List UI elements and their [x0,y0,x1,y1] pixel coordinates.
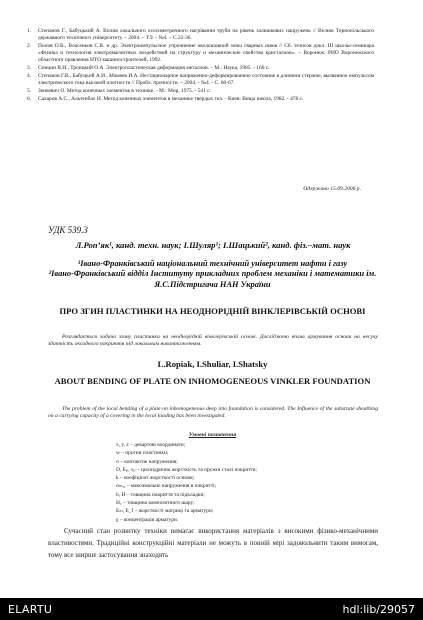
authors-english: L.Ropiak, I.Shuliar, I.Shatsky [157,359,268,369]
repository-label: ELARTU [8,603,53,616]
body-paragraph: Сучасний стан розвитку техніки вимагає використання матеріалів з високими фізико-механічними властивостями. Традиційні конструкційні матеріали не можуть в повній мірі задовольнити таким вимогам, тому все ширше застосування знаходять [48,527,378,559]
affiliation-2: ²Івано-Франківський відділ Інституту прикладних проблем механіки і математики ім. Я.С.Підстригача НАН України [48,269,377,289]
abstract-ukrainian: Розглядається задача згину пластинки на неоднорідній вінклерівській основі. Досліджено вплив армування основи на несучу здатність оксидного покриття під локальним навантаженням. [48,334,378,348]
reference-item: 2. Попов О.В., Власенков С.В. и др. Электроимпульсное упрочнение околошовной зоны сварных швов // Сб. тезисов докл. III школы-семинара «Физика и технология электромагнитных воздействий на структуру и механические свойства кристаллов». – Воронеж: РИО Воронежского областного правления НТО машиностроителей, 1992. [27,43,374,64]
title-english: ABOUT BENDING OF PLATE ON INHOMOGENEOUS VINKLER FOUNDATION [54,376,371,386]
notation-item: Eₘ, E_f – жорсткості матриці та арматури; [116,508,214,515]
notation-item: x, y, z – декартові координати; [116,442,186,448]
reference-item: 6. Сахаров А.С., Альтенбах И. Метод конечных элементов в механике твердых тел. - Киев: Вища школа, 1982. - 478 с. [27,96,304,103]
notation-item: k – коефіцієнт жорсткості основи; [116,475,195,482]
received-date: Одержано 15.09.2006 р. [303,186,361,192]
notation-item: h, H – товщина покриття та підкладки; [116,491,205,498]
reference-list [22,28,374,104]
notation-item: H꜀ – товщина композитного шару; [116,500,195,507]
reference-item: 3. Спицин В.И., Троицкий О.А. Электропластическая деформация металлов. – М.: Наука, 1985. - 160 с. [27,65,270,72]
reference-item: 1. Степанов Г., Бабуцький А. Вплив локального осесиметричного нагрівання труби на рівень залишкових напружень // Вісник Тернопільського державного технічного університету. – 2004. – Т.9. - №4. – С.32-36. [27,28,374,42]
title-ukrainian: ПРО ЗГИН ПЛАСТИНКИ НА НЕОДНОРІДНІЙ ВІНКЛЕРІВСЬКІЙ ОСНОВІ [59,306,366,316]
notation-item: χ – концентрація арматури. [116,516,179,523]
affiliation-1: ¹Івано-Франківський національний технічний університет нафти і газу [77,259,348,268]
reference-item: 5. Зенкевич О. Метод конечных элементов в технике. - М.: Мир, 1975. - 541 с. [27,88,211,95]
notation-heading: Умовні позначення [188,432,237,438]
notation-item: w – прогин пластинки; [116,450,169,457]
abstract-english: The problem of the local bending of a plate on inhomogeneous deep into foundation is considered. The Influence of the substrate sheathing on a carrying capacity of a covering in the local loading has been investigated. [48,406,378,420]
notation-item: D, Eₚ, νₚ – циліндрична жорсткість та пружні сталі покриття; [116,466,257,473]
authors-ukrainian: Л.Роп’як¹, канд. техн. наук; І.Шуляр¹; І.Шацький², канд. фіз.–мат. наук [75,240,351,250]
notation-list [116,441,257,524]
notation-item: σₘₐₓ – максимальне напруження в покритті; [116,483,217,490]
affiliations [30,259,395,290]
reference-item: 4. Степанов Г.В., Бабуцкий А.И., Мамеев И.А. Нестационарное напряженно-деформированное состояние в длинном стержне, вызванное импульсом электрического тока высокой плотности // Пробл. прочности. – 2004. - №4. - С. 60-67. [27,73,374,87]
handle-identifier: hdl:lib/29057 [342,603,415,616]
notation-item: σ – контактне напруження; [116,458,178,465]
udc-code: УДК 539.3 [48,225,88,235]
